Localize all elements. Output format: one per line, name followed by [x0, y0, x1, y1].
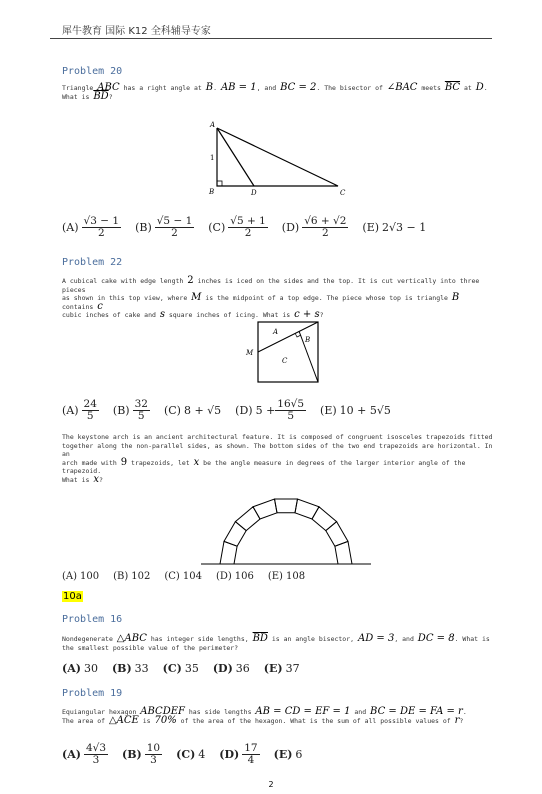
- piece-c-label: C: [282, 357, 288, 365]
- choice-a: (A) 100: [62, 570, 100, 582]
- keystone-text: The keystone arch is an ancient architectural feature. It is composed of congruent isosceles trapezoids fitted together along the non-parallel sides, as shown. The bottom sides of the two end trapezoids are horizontal. In an arch made with 9 trapezoids, let x be the angle measure in degrees of the larger interior angle of the trapezoid. What is x?: [62, 433, 493, 485]
- problem-20-title: Problem 20: [62, 66, 123, 77]
- arch-trapezoid: [253, 499, 277, 519]
- page-number: 2: [268, 780, 274, 789]
- page-header: 犀牛教育 国际 K12 全科辅导专家: [62, 26, 211, 37]
- arch-trapezoid: [275, 499, 298, 513]
- point-m-label: M: [246, 349, 254, 357]
- piece-b-label: B: [305, 336, 311, 344]
- choice-d: (D) 36: [212, 661, 250, 675]
- choice-a: (A) $\frac{4√3}{3}$: [62, 741, 107, 766]
- triangle-figure: [200, 118, 360, 200]
- arch-trapezoid: [312, 507, 337, 531]
- choice-c: (C) 4: [176, 747, 206, 761]
- choice-c: (C) 8 + √5: [163, 403, 222, 417]
- arch-trapezoid: [295, 499, 319, 519]
- keystone-arch-figure: [196, 478, 376, 568]
- arch-trapezoid: [224, 522, 246, 547]
- choice-b: (B) $\frac{32}{5}$: [112, 397, 148, 422]
- choice-d: (D) $\frac{√6 + √2}{2}$: [281, 214, 347, 239]
- vertex-d-label: D: [251, 189, 257, 197]
- choice-b: (B) $\frac{√5 - 1}{2}$: [135, 214, 193, 239]
- choice-c: (C) 104: [164, 570, 202, 582]
- arch-trapezoid: [335, 541, 352, 564]
- problem-22-choices: [62, 394, 502, 426]
- piece-a-label: A: [273, 328, 279, 336]
- header-rule: [50, 38, 492, 39]
- problem-16-title: Problem 16: [62, 614, 123, 625]
- cake-figure: [240, 318, 324, 386]
- choice-e: (E) 6: [273, 747, 303, 761]
- choice-a: (A) $\frac{24}{5}$: [62, 397, 97, 422]
- side-ab-label: 1: [210, 154, 215, 162]
- choice-c: (C) $\frac{√5 + 1}{2}$: [208, 214, 266, 239]
- choice-d: (D) 5 + $\frac{16√5}{5}$: [235, 397, 305, 422]
- vertex-c-label: C: [340, 189, 346, 197]
- choice-b: (B) $\frac{10}{3}$: [122, 741, 161, 766]
- problem-16-choices: [62, 660, 502, 676]
- problem-16-text: Nondegenerate △ABC has integer side lengths, $\overline{BD}$ is an angle bisector, AD = 3, and DC = 8. What is the smallest possible value of the perimeter?: [62, 633, 490, 652]
- problem-20-text: Triangle ABC has a right angle at B. AB = 1, and BC = 2. The bisector of ∠BAC meets $\overline{BC}$ at D. What is $\overline{BD}$?: [62, 82, 488, 102]
- vertex-a-label: A: [210, 121, 216, 129]
- arch-trapezoid: [235, 507, 260, 531]
- section-tag: 10a: [63, 591, 82, 602]
- problem-19-text: Equiangular hexagon ABCDEF has side lengths AB = CD = EF = 1 and BC = DE = FA = r. The area of △ACE is 70% of the area of the hexagon. What is the sum of all possible values of r?: [62, 706, 467, 726]
- choice-b: (B) 33: [111, 661, 149, 675]
- problem-22-title: Problem 22: [62, 257, 123, 268]
- keystone-choices: [62, 568, 502, 584]
- choice-a: (A) $\frac{√3 - 1}{2}$: [62, 214, 120, 239]
- choice-d: (D) 106: [215, 570, 254, 582]
- problem-19-title: Problem 19: [62, 688, 123, 699]
- choice-e: (E) 37: [263, 661, 300, 675]
- choice-d: (D) $\frac{17}{4}$: [219, 741, 258, 766]
- problem-19-choices: [62, 738, 502, 770]
- vertex-b-label: B: [209, 188, 215, 196]
- choice-e: (E) 108: [267, 570, 306, 582]
- choice-e: (E) 10 + 5√5: [320, 403, 391, 417]
- problem-20-choices: [62, 212, 502, 242]
- problem-22-text: A cubical cake with edge length 2 inches is iced on the sides and the top. It is cut vertically into three pieces as shown in this top view, where M is the midpoint of a top edge. The piece whose top is triangle B contains c cubic inches of cake and s square inches of icing. What is c + s?: [62, 275, 480, 321]
- choice-a: (A) 30: [62, 661, 98, 675]
- choice-c: (C) 35: [162, 661, 199, 675]
- choice-e: (E) 2√3 − 1: [362, 220, 427, 234]
- choice-b: (B) 102: [113, 570, 151, 582]
